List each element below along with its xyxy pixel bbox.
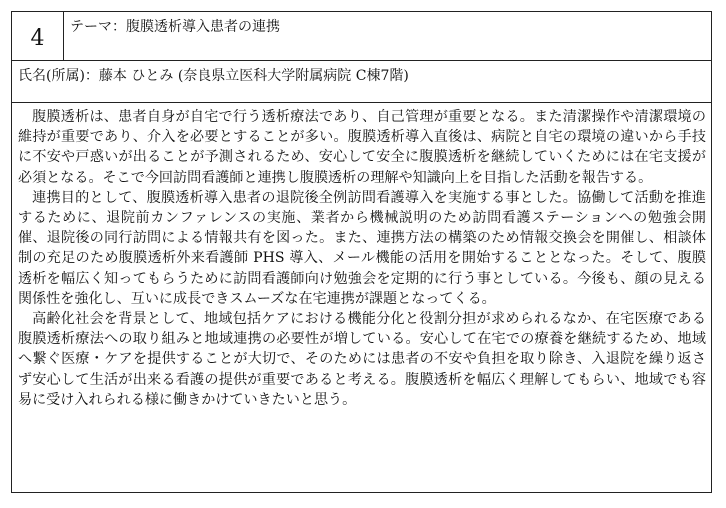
abstract-body — [18, 107, 706, 410]
abstract-table — [11, 11, 712, 493]
author-row — [12, 61, 711, 103]
header-row — [12, 12, 711, 61]
body-paragraph: 高齢化社会を背景として、地域包括ケアにおける機能分化と役割分担が求められるなか、在宅医療である腹膜透析療法への取り組みと地域連携の必要性が増している。安心して在宅での療養を継続するため、地域へ繋ぐ医療・ケアを提供することが大切で、そのためには患者の不安や負担を取り除き、入退院を繰り返さず安心して生活が出来る看護の提供が重要であると考える。腹膜透析を幅広く理解してもらい、地域でも容易に受け入れられる様に働きかけていきたいと思う。 — [18, 311, 706, 408]
body-paragraph: 連携目的として、腹膜透析導入患者の退院後全例訪問看護導入を実施する事とした。協働して活動を推進するために、退院前カンファレンスの実施、業者から機械説明のため訪問看護ステーションへの勉強会開催、退院後の同行訪問による情報共有を図った。また、連携方法の構築のため情報交換会を開催し、相談体制の充足のため腹膜透析外来看護師 PHS 導入、メール機能の活用を開始することとなった。そして、腹膜透析を幅広く知ってもらうために訪問看護師向け勉強会を定期的に行う事としている。今後も、顔の見える関係性を強化し、互いに成長できスムーズな在宅連携が課題となってくる。 — [18, 189, 706, 307]
body-paragraph: 腹膜透析は、患者自身が自宅で行う透析療法であり、自己管理が重要となる。また清潔操作や清潔環境の維持が重要であり、介入を必要とすることが多い。腹膜透析導入直後は、病院と自宅の環境の違いから手技に不安や戸惑いが出ることが予測されるため、安心して安全に腹膜透析を継続していくためには在宅支援が必須となる。そこで今回訪問看護師と連携し腹膜透析の理解や知識向上を目指した活動を報告する。 — [18, 109, 706, 186]
theme-title: テーマ：腹膜透析導入患者の連携 — [70, 19, 280, 35]
author-affiliation: 氏名(所属)：藤本 ひとみ (奈良県立医科大学附属病院 C棟7階) — [18, 68, 409, 84]
abstract-number: 4 — [12, 12, 64, 60]
